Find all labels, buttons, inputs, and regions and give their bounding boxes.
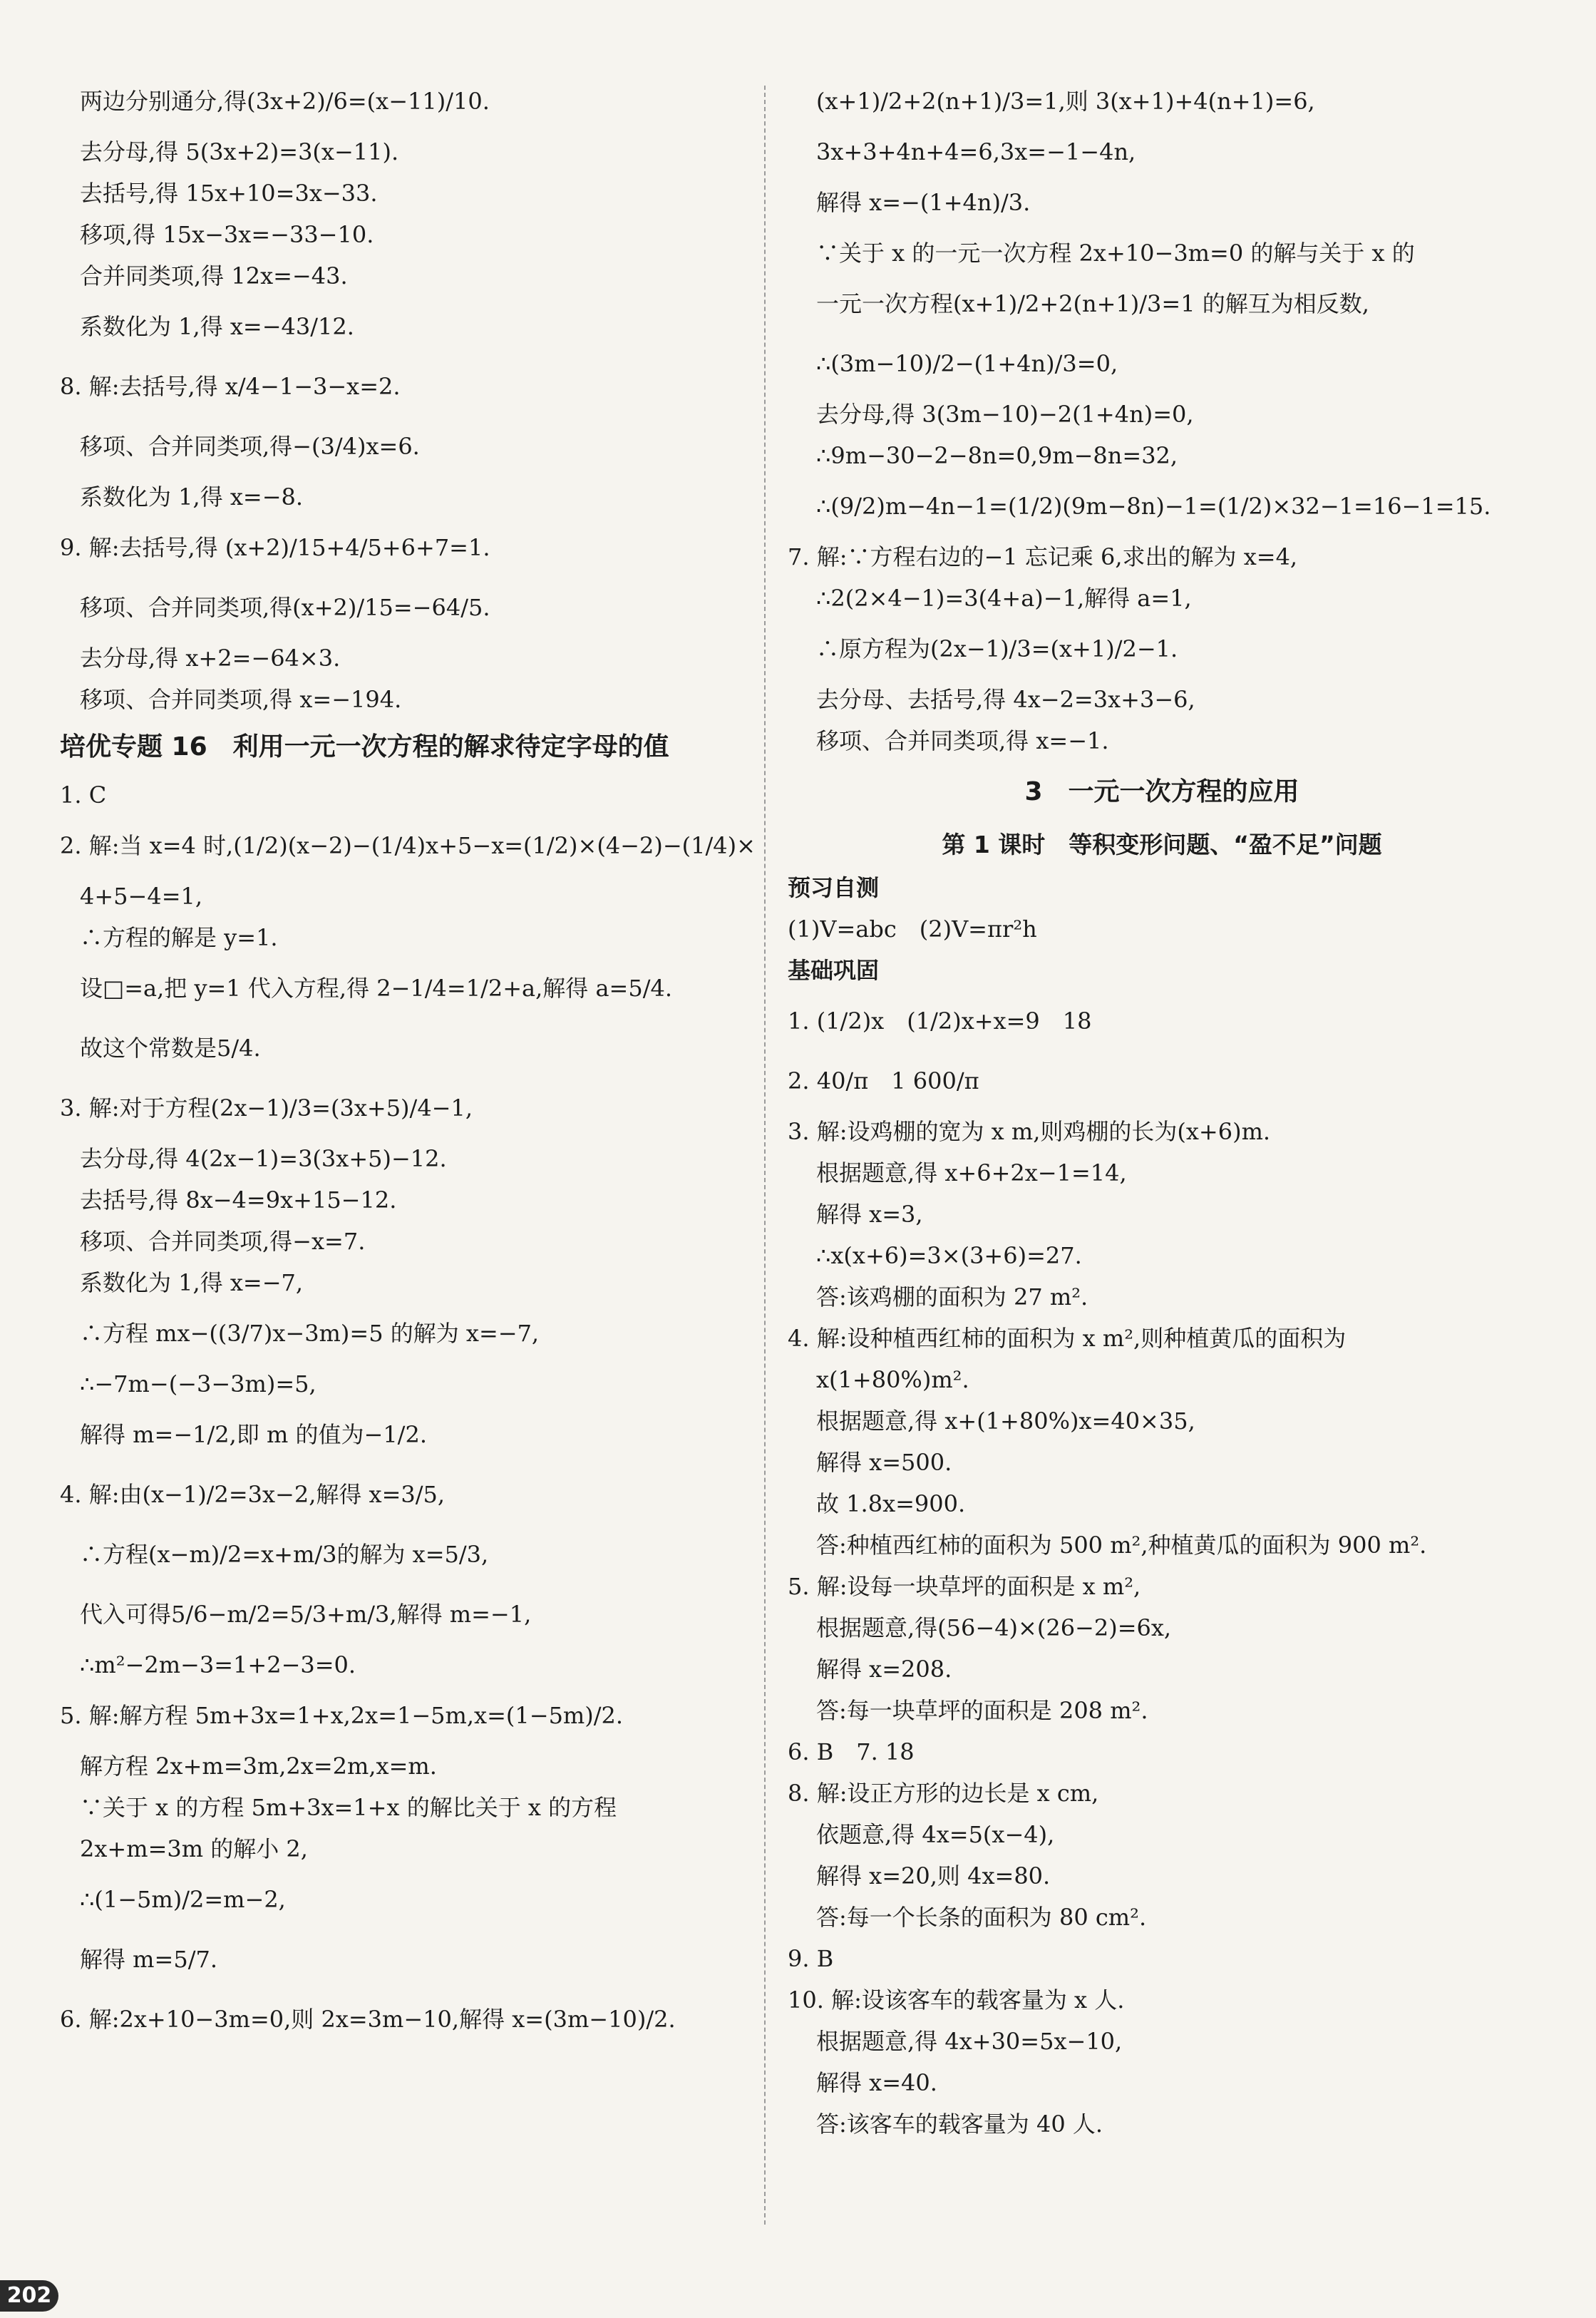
problem-6: 6. 解:2x+10−3m=0,则 2x=3m−10,解得 x=(3m−10)/2. [60, 2006, 676, 2033]
text-line: 根据题意,得 x+6+2x−1=14, [816, 1159, 1127, 1186]
text-line: 依题意,得 4x=5(x−4), [816, 1821, 1055, 1848]
text-line: ∴x(x+6)=3×(3+6)=27. [816, 1242, 1082, 1269]
text-line: 解得 x=−(1+4n)/3. [816, 189, 1031, 216]
problem-10: 10. 解:设该客车的载客量为 x 人. [788, 1986, 1125, 2014]
text-line: 答:该客车的载客量为 40 人. [816, 2111, 1103, 2138]
section-title-right: 3 一元一次方程的应用 [1024, 777, 1299, 806]
text-line: 去括号,得 15x+10=3x−33. [80, 180, 378, 207]
text-line: ∵关于 x 的一元一次方程 2x+10−3m=0 的解与关于 x 的 [816, 240, 1415, 267]
text-line: 根据题意,得 x+(1+80%)x=40×35, [816, 1407, 1195, 1435]
text-line: 解得 m=5/7. [80, 1946, 218, 1973]
text-line: ∴2(2×4−1)=3(4+a)−1,解得 a=1, [816, 585, 1192, 612]
text-line: 答:每一块草坪的面积是 208 m². [816, 1697, 1148, 1724]
text-line: 解得 x=20,则 4x=80. [816, 1862, 1051, 1889]
text-line: 解得 m=−1/2,即 m 的值为−1/2. [80, 1421, 427, 1448]
column-divider [764, 86, 766, 2225]
left-column [60, 71, 758, 2049]
text-line: 2x+m=3m 的解小 2, [80, 1835, 308, 1862]
text-line: ∴方程(x−m)/2=x+m/3的解为 x=5/3, [80, 1541, 489, 1568]
page-number: 202 [0, 2280, 58, 2312]
text-line: 移项、合并同类项,得 x=−1. [816, 727, 1109, 754]
text-line: 故 1.8x=900. [816, 1490, 966, 1517]
text-line: 去分母,得 x+2=−64×3. [80, 645, 341, 672]
text-line: 根据题意,得(56−4)×(26−2)=6x, [816, 1614, 1172, 1641]
problem-8: 8. 解:设正方形的边长是 x cm, [788, 1780, 1099, 1807]
text-line: 去分母,得 3(3m−10)−2(1+4n)=0, [816, 401, 1194, 428]
text-line: 去括号,得 8x−4=9x+15−12. [80, 1186, 397, 1214]
answer-2: 2. 40/π 1 600/π [788, 1067, 979, 1094]
problem-9: 9. 解:去括号,得 (x+2)/15+4/5+6+7=1. [60, 534, 490, 561]
text-line: 解得 x=208. [816, 1656, 952, 1683]
text-line: 答:该鸡棚的面积为 27 m². [816, 1283, 1088, 1311]
text-line: 移项、合并同类项,得−x=7. [80, 1228, 366, 1255]
text-line: 解得 x=40. [816, 2069, 937, 2096]
answer-6-7: 6. B 7. 18 [788, 1738, 915, 1765]
text-line: 移项,得 15x−3x=−33−10. [80, 221, 374, 248]
text-line: ∴9m−30−2−8n=0,9m−8n=32, [816, 442, 1178, 469]
text-line: 根据题意,得 4x+30=5x−10, [816, 2028, 1123, 2055]
text-line: 系数化为 1,得 x=−7, [80, 1269, 304, 1296]
text-line: 去分母,得 4(2x−1)=3(3x+5)−12. [80, 1145, 447, 1172]
text-line: 两边分别通分,得(3x+2)/6=(x−11)/10. [80, 88, 490, 115]
text-line: 去分母、去括号,得 4x−2=3x+3−6, [816, 686, 1195, 713]
text-line: (x+1)/2+2(n+1)/3=1,则 3(x+1)+4(n+1)=6, [816, 88, 1315, 115]
problem-2: 2. 解:当 x=4 时,(1/2)(x−2)−(1/4)x+5−x=(1/2)×(4−2)−(1/4)× [60, 832, 756, 859]
preview-answer: (1)V=abc (2)V=πr²h [788, 916, 1037, 943]
text-line: ∴−7m−(−3−3m)=5, [80, 1370, 316, 1398]
text-line: ∴原方程为(2x−1)/3=(x+1)/2−1. [816, 635, 1178, 662]
problem-5: 5. 解:设每一块草坪的面积是 x m², [788, 1573, 1141, 1600]
answer-1: 1. (1/2)x (1/2)x+x=9 18 [788, 1007, 1092, 1035]
answer-9: 9. B [788, 1945, 834, 1972]
text-line: 合并同类项,得 12x=−43. [80, 262, 348, 289]
text-line: x(1+80%)m². [816, 1366, 969, 1393]
text-line: 3x+3+4n+4=6,3x=−1−4n, [816, 138, 1136, 165]
text-line: 系数化为 1,得 x=−43/12. [80, 313, 354, 340]
text-line: 移项、合并同类项,得 x=−194. [80, 686, 402, 713]
text-line: ∴(1−5m)/2=m−2, [80, 1886, 286, 1913]
problem-4: 4. 解:设种植西红柿的面积为 x m²,则种植黄瓜的面积为 [788, 1325, 1347, 1352]
label-preview: 预习自测 [788, 874, 880, 901]
problem-7: 7. 解:∵方程右边的−1 忘记乘 6,求出的解为 x=4, [788, 543, 1298, 570]
text-line: ∴m²−2m−3=1+2−3=0. [80, 1651, 356, 1678]
text-line: 故这个常数是5/4. [80, 1035, 261, 1062]
problem-3: 3. 解:对于方程(2x−1)/3=(3x+5)/4−1, [60, 1094, 473, 1122]
text-line: 答:每一个长条的面积为 80 cm². [816, 1904, 1147, 1931]
problem-8: 8. 解:去括号,得 x/4−1−3−x=2. [60, 373, 401, 400]
text-line: 解得 x=3, [816, 1201, 923, 1228]
label-basic: 基础巩固 [788, 957, 880, 984]
text-line: ∴(9/2)m−4n−1=(1/2)(9m−8n)−1=(1/2)×32−1=16−1=15. [816, 493, 1491, 520]
text-line: 4+5−4=1, [80, 883, 203, 910]
lesson-title: 第 1 课时 等积变形问题、“盈不足”问题 [942, 831, 1382, 858]
text-line: 解得 x=500. [816, 1449, 952, 1476]
text-line: 答:种植西红柿的面积为 500 m²,种植黄瓜的面积为 900 m². [816, 1532, 1427, 1559]
text-line: ∴(3m−10)/2−(1+4n)/3=0, [816, 350, 1118, 377]
text-line: ∴方程 mx−((3/7)x−3m)=5 的解为 x=−7, [80, 1320, 540, 1347]
text-line: 一元一次方程(x+1)/2+2(n+1)/3=1 的解互为相反数, [816, 290, 1369, 317]
text-line: 设□=a,把 y=1 代入方程,得 2−1/4=1/2+a,解得 a=5/4. [80, 975, 673, 1002]
right-column [788, 71, 1536, 2145]
section-title-left: 培优专题 16 利用一元一次方程的解求待定字母的值 [60, 732, 669, 761]
text-line: 移项、合并同类项,得−(3/4)x=6. [80, 433, 420, 460]
answer-1: 1. C [60, 781, 107, 809]
text-line: 移项、合并同类项,得(x+2)/15=−64/5. [80, 594, 490, 621]
text-line: ∴方程的解是 y=1. [80, 924, 278, 951]
text-line: 代入可得5/6−m/2=5/3+m/3,解得 m=−1, [80, 1601, 532, 1628]
text-line: 解方程 2x+m=3m,2x=2m,x=m. [80, 1753, 437, 1780]
text-line: 去分母,得 5(3x+2)=3(x−11). [80, 138, 399, 165]
text-line: 系数化为 1,得 x=−8. [80, 483, 304, 511]
problem-4: 4. 解:由(x−1)/2=3x−2,解得 x=3/5, [60, 1481, 446, 1508]
text-line: ∵关于 x 的方程 5m+3x=1+x 的解比关于 x 的方程 [80, 1794, 617, 1821]
problem-3: 3. 解:设鸡棚的宽为 x m,则鸡棚的长为(x+6)m. [788, 1118, 1271, 1145]
problem-5: 5. 解:解方程 5m+3x=1+x,2x=1−5m,x=(1−5m)/2. [60, 1702, 624, 1729]
